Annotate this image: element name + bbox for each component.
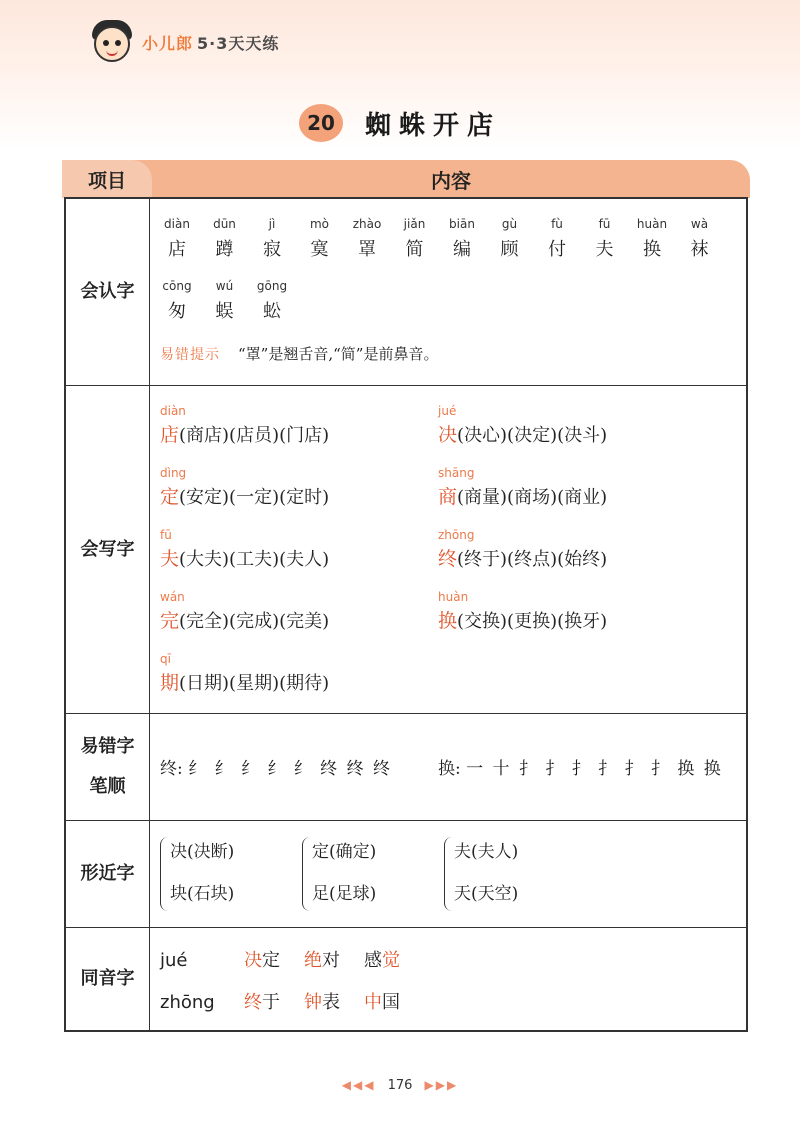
pinyin: dūn xyxy=(213,217,236,231)
pinyin: wà xyxy=(690,217,709,231)
homophone-char: 觉 xyxy=(382,950,400,971)
write-char: 完 xyxy=(160,610,180,632)
pinyin: dìng xyxy=(160,466,187,480)
similar-pair xyxy=(302,831,376,915)
pinyin: wú xyxy=(215,279,234,293)
homophone-char: 绝 xyxy=(304,950,322,971)
homophone-lines xyxy=(160,928,738,1030)
pinyin: diàn xyxy=(160,404,186,418)
stroke-sequence: 一 十 扌 扌 扌 扌 扌 扌 换 换 xyxy=(466,759,723,779)
recognize-char xyxy=(297,217,343,261)
write-words: (完全)(完成)(完美) xyxy=(179,611,330,632)
hanzi: 蚣 xyxy=(263,301,281,322)
similar-pairs xyxy=(160,821,738,927)
write-item xyxy=(160,404,329,447)
write-item xyxy=(160,652,329,695)
stroke-order-left xyxy=(160,754,392,779)
pair-word-a: 定(确定) xyxy=(312,842,377,862)
row-label: 同音字 xyxy=(66,928,150,1030)
write-item xyxy=(438,466,607,509)
write-chars xyxy=(160,386,738,713)
row-label: 会写字 xyxy=(66,386,150,713)
pinyin: wán xyxy=(160,590,185,604)
write-line xyxy=(438,420,607,447)
write-char: 店 xyxy=(160,424,180,446)
hanzi: 寂 xyxy=(263,239,281,260)
brace-icon xyxy=(160,837,168,911)
write-words: (商量)(商场)(商业) xyxy=(457,487,608,508)
write-words: (日期)(星期)(期待) xyxy=(179,673,330,694)
write-item xyxy=(438,404,607,447)
pinyin: jué xyxy=(438,404,457,418)
pinyin: zhōng xyxy=(438,528,475,542)
mascot-icon xyxy=(90,18,134,66)
recognize-char xyxy=(249,217,295,261)
row-label-line2: 笔顺 xyxy=(89,776,126,797)
pinyin: fū xyxy=(598,217,611,231)
write-line xyxy=(438,606,607,633)
pinyin: qī xyxy=(160,652,171,666)
pair-word-b: 天(天空) xyxy=(454,884,519,904)
hanzi: 匆 xyxy=(168,301,186,322)
stroke-char: 换: xyxy=(438,759,461,779)
hanzi: 店 xyxy=(168,239,186,260)
write-words: (大夫)(工夫)(夫人) xyxy=(179,549,330,570)
pair-word-a: 夫(夫人) xyxy=(454,842,519,862)
recognize-char xyxy=(344,217,390,261)
recognize-char xyxy=(202,217,248,261)
write-item xyxy=(438,590,607,633)
homophone-word xyxy=(304,946,340,972)
pinyin: jì xyxy=(268,217,276,231)
row-label xyxy=(66,714,150,820)
recognize-char xyxy=(439,217,485,261)
word-char: 对 xyxy=(322,950,340,971)
pinyin: gōng xyxy=(256,279,288,293)
write-char: 决 xyxy=(438,424,458,446)
brace-icon xyxy=(302,837,310,911)
row-stroke xyxy=(66,714,746,821)
row-homophone xyxy=(66,928,746,1030)
header-content: 内容 xyxy=(431,168,471,193)
row-recognize xyxy=(66,199,746,386)
write-item xyxy=(160,590,329,633)
recognize-char xyxy=(154,279,200,323)
homophone-word xyxy=(244,946,280,972)
recognize-char xyxy=(487,217,533,261)
word-char: 感 xyxy=(364,950,382,971)
pair-items xyxy=(170,831,234,915)
pinyin: biān xyxy=(449,217,475,231)
tip-text: “罩”是翘舌音,“简”是前鼻音。 xyxy=(238,345,439,363)
header-item: 项目 xyxy=(62,160,152,198)
write-item xyxy=(160,466,329,509)
write-char: 换 xyxy=(438,610,458,632)
row-label: 形近字 xyxy=(66,821,150,927)
pinyin: cōng xyxy=(162,279,192,293)
pair-items xyxy=(312,831,376,915)
recognize-char xyxy=(582,217,628,261)
write-item xyxy=(438,528,607,571)
hanzi: 编 xyxy=(453,239,471,260)
pair-word-b: 块(石块) xyxy=(170,884,235,904)
write-char: 期 xyxy=(160,672,180,694)
recognize-char xyxy=(249,279,295,323)
write-item xyxy=(160,528,329,571)
pinyin: zhào xyxy=(352,217,382,231)
stroke-order-right xyxy=(438,754,723,779)
content-table xyxy=(64,197,748,1032)
similar-pair xyxy=(444,831,518,915)
write-line xyxy=(160,482,329,509)
write-char: 商 xyxy=(438,486,458,508)
row-similar xyxy=(66,821,746,928)
pinyin: gù xyxy=(501,217,518,231)
hanzi: 简 xyxy=(405,239,424,260)
homophone-word xyxy=(304,988,340,1014)
write-line xyxy=(160,420,329,447)
homophone-word xyxy=(364,946,400,972)
hanzi: 换 xyxy=(643,239,661,260)
homophone-char: 钟 xyxy=(304,992,322,1013)
row-write xyxy=(66,386,746,714)
recognize-char xyxy=(677,217,723,261)
hanzi: 罩 xyxy=(358,239,376,260)
recognize-char xyxy=(534,217,580,261)
homophone-pinyin: jué xyxy=(160,950,188,971)
pinyin: fù xyxy=(551,217,563,231)
lesson-title: 蜘蛛开店 xyxy=(364,110,501,141)
brand-series: 5·3天天练 xyxy=(197,33,280,53)
homophone-char: 终 xyxy=(244,992,262,1013)
recognize-char xyxy=(392,217,438,261)
homophone-line xyxy=(160,988,424,1014)
word-char: 于 xyxy=(262,992,280,1013)
hanzi: 袜 xyxy=(690,239,709,260)
next-arrows-icon: ▶▶▶ xyxy=(424,1078,459,1092)
stroke-orders xyxy=(160,714,738,820)
write-words: (商店)(店员)(门店) xyxy=(179,425,330,446)
page-number: 176 xyxy=(387,1078,413,1093)
write-words: (安定)(一定)(定时) xyxy=(179,487,330,508)
write-char: 终 xyxy=(438,548,458,570)
tip-tag: 易错提示 xyxy=(160,347,220,363)
pinyin: shāng xyxy=(438,466,475,480)
row-label-line1: 易错字 xyxy=(80,736,135,757)
pinyin: fū xyxy=(160,528,172,542)
recognize-char xyxy=(154,217,200,261)
brand xyxy=(90,18,279,66)
pinyin: mò xyxy=(309,217,330,231)
write-words: (决心)(决定)(决斗) xyxy=(457,425,608,446)
brand-name: 小儿郎 xyxy=(142,33,194,53)
hanzi: 付 xyxy=(548,239,566,260)
write-words: (交换)(更换)(换牙) xyxy=(457,611,608,632)
word-char: 国 xyxy=(382,992,400,1013)
write-line xyxy=(438,482,607,509)
stroke-char: 终: xyxy=(160,759,183,779)
page-footer xyxy=(0,1078,800,1093)
pair-word-a: 决(决断) xyxy=(170,842,235,862)
homophone-word xyxy=(244,988,280,1014)
write-line xyxy=(160,544,329,571)
homophone-line xyxy=(160,946,424,972)
write-char: 定 xyxy=(160,486,180,508)
recognize-char xyxy=(629,217,675,261)
similar-pair xyxy=(160,831,234,915)
word-char: 定 xyxy=(262,950,280,971)
write-line xyxy=(438,544,607,571)
pair-word-b: 足(足球) xyxy=(312,884,377,904)
pinyin: huàn xyxy=(438,590,469,604)
hanzi: 蜈 xyxy=(215,301,234,322)
homophone-char: 中 xyxy=(364,992,382,1013)
lesson-number: 20 xyxy=(299,104,343,142)
lesson-title-bar xyxy=(0,104,800,142)
homophone-char: 决 xyxy=(244,950,262,971)
word-char: 表 xyxy=(322,992,340,1013)
hanzi: 顾 xyxy=(500,239,519,260)
homophone-pinyin: zhōng xyxy=(160,992,215,1013)
error-tip xyxy=(160,343,438,364)
recognize-char xyxy=(202,279,248,323)
write-words: (终于)(终点)(始终) xyxy=(457,549,608,570)
homophone-word xyxy=(364,988,400,1014)
stroke-sequence: 纟 纟 纟 纟 纟 终 终 终 xyxy=(188,759,392,779)
prev-arrows-icon: ◀◀◀ xyxy=(341,1078,376,1092)
pinyin: jiǎn xyxy=(403,217,426,231)
pinyin: huàn xyxy=(636,217,668,231)
row-label: 会认字 xyxy=(66,199,150,385)
write-char: 夫 xyxy=(160,548,180,570)
pair-items xyxy=(454,831,518,915)
hanzi: 夫 xyxy=(595,239,614,260)
hanzi: 蹲 xyxy=(215,239,234,260)
hanzi: 寞 xyxy=(310,239,329,260)
table-header xyxy=(62,160,750,198)
pinyin: diàn xyxy=(164,217,190,231)
write-line xyxy=(160,606,329,633)
brace-icon xyxy=(444,837,452,911)
recognize-chars xyxy=(160,199,738,385)
write-line xyxy=(160,668,329,695)
